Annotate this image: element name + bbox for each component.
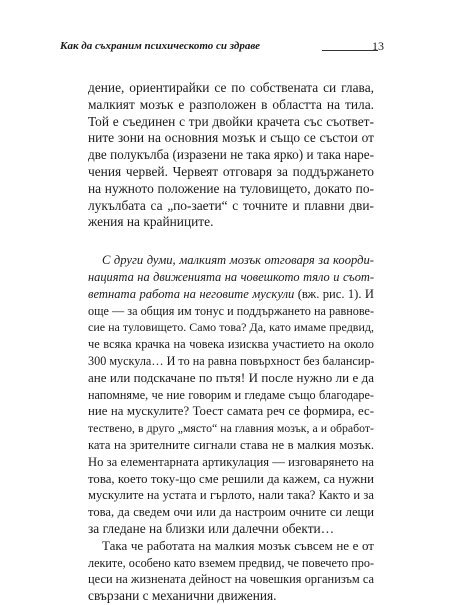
- text-line: мускулите на устата и гърлото, нали така? Както и за: [88, 488, 374, 503]
- text-line: за гледане на близки или далечни обекти…: [88, 520, 335, 536]
- text-line: леките, особено като вземем предвид, че повечето про-: [88, 555, 375, 570]
- text-line: ние на мускулите? Тоест самата реч се формира, ес-: [88, 404, 374, 419]
- text-line: жения на крайниците.: [88, 214, 214, 230]
- text-line: ката на зрителните сигнали става не в малкия мозък.: [88, 437, 374, 452]
- text-line-italic: нацията на движенията на човешкото тяло и съот-: [88, 269, 374, 284]
- text-line: цеси на жизнената дейност на човешкия организъм са: [88, 572, 375, 587]
- paragraph-spacer: [88, 231, 374, 252]
- text-line: малкият мозък е разположен в областта на тила.: [88, 96, 374, 112]
- running-title: Как да съхраним психическото си здраве: [60, 40, 260, 52]
- text-line: Но за елементарната артикулация — изговарянето на: [88, 454, 374, 469]
- text-line: лукълбата са „по-заети“ с точните и плавни дви-: [88, 197, 374, 213]
- text-line: на нужното положение на туловището, докато по-: [88, 180, 374, 196]
- paragraph-1: [88, 80, 374, 231]
- text-line: тествено, в друго „място“ на главния мозък, а и обработ-: [88, 421, 374, 436]
- text-line: Така че работата на малкия мозък съвсем не е от: [102, 537, 374, 553]
- text-line: това, да сведем очи или да настроим очните си лещи: [88, 505, 374, 520]
- paragraph-3: [88, 538, 374, 605]
- figure-reference: (вж. рис. 1). И: [294, 286, 374, 301]
- header-rule: [322, 50, 378, 51]
- italic-run: ветната работа на неговите мускули: [88, 286, 295, 301]
- text-line: сие на туловището. Само това? Да, като имаме предвид,: [88, 320, 374, 335]
- text-line: чения червей. Червеят отговаря за поддържането: [88, 163, 374, 179]
- text-line: две полукълба (изразени не така ярко) и така наре-: [88, 147, 374, 163]
- text-line: че всяка крачка на човека изисква участието на около: [88, 337, 374, 352]
- page-body: [88, 80, 374, 605]
- text-line: това, което току-що сме решили да кажем, са нужни: [88, 471, 374, 486]
- text-line: Той е съединен с три двойки крачета със съответ-: [88, 113, 374, 129]
- paragraph-2: [88, 252, 374, 538]
- text-line-italic: С други думи, малкият мозък отговаря за коорди-: [102, 253, 374, 268]
- text-line: ане или подскачане по пътя! И после нужно ли е да: [88, 369, 374, 385]
- text-line: още — за общия им тонус и поддържането на равнове-: [88, 303, 374, 318]
- text-line: напомняме, че ние говорим и гледаме също благодаре-: [88, 387, 374, 402]
- text-line: дение, ориентирайки се по собствената си глава,: [88, 80, 374, 95]
- text-line: 300 мускула… И то на равна повърхност без балансир-: [88, 353, 375, 368]
- text-line: свързани с механични движения.: [88, 588, 277, 604]
- text-line-mixed: [88, 286, 374, 303]
- running-header: [60, 39, 384, 56]
- page-number: 13: [372, 39, 384, 53]
- text-line: ните зони на основния мозък и също се състои от: [88, 130, 374, 146]
